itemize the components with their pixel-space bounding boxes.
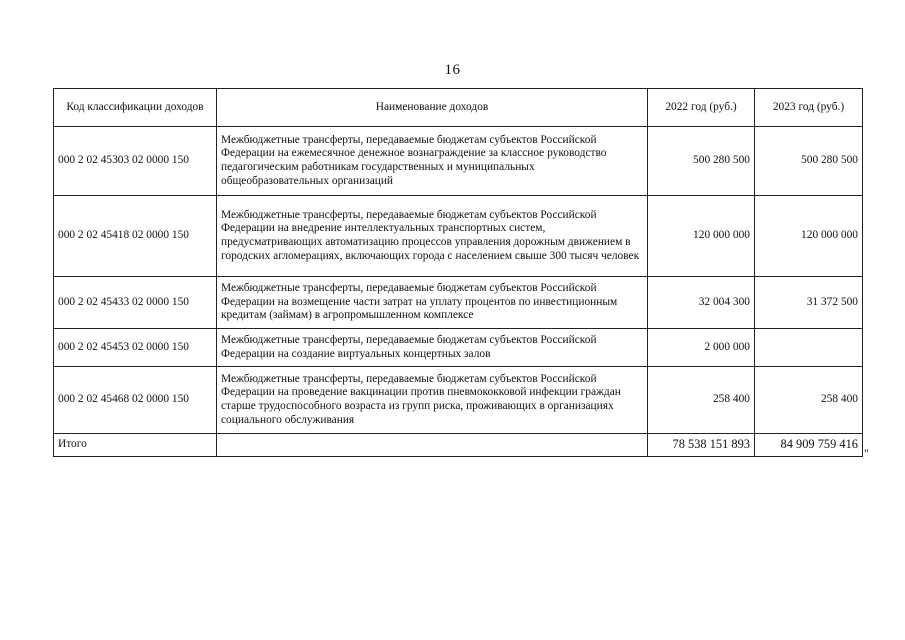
table-row — [54, 329, 863, 367]
row-code: 000 2 02 45468 02 0000 150 — [54, 367, 217, 434]
table-row — [54, 127, 863, 196]
row-code: 000 2 02 45418 02 0000 150 — [54, 196, 217, 277]
row-amount-2022: 2 000 000 — [648, 329, 755, 367]
page-number: 16 — [444, 62, 461, 78]
row-code: 000 2 02 45453 02 0000 150 — [54, 329, 217, 367]
row-amount-2023: 500 280 500 — [755, 127, 863, 196]
table-row — [54, 277, 863, 329]
row-amount-2023: 31 372 500 — [755, 277, 863, 329]
total-label: Итого — [54, 434, 217, 457]
income-table — [53, 88, 863, 457]
row-amount-2022: 500 280 500 — [648, 127, 755, 196]
row-name: Межбюджетные трансферты, передаваемые бюджетам субъектов Российской Федерации на возмещение части затрат на уплату процентов по инвестиционным кредитам (займам) в агропромышленном комплексе — [217, 277, 648, 329]
header-name: Наименование доходов — [217, 89, 648, 127]
row-amount-2022: 120 000 000 — [648, 196, 755, 277]
row-name: Межбюджетные трансферты, передаваемые бюджетам субъектов Российской Федерации на проведение вакцинации против пневмококковой инфекции граждан старше трудоспособного возраста из групп риска, проживающих в организациях социального обслуживания — [217, 367, 648, 434]
row-name: Межбюджетные трансферты, передаваемые бюджетам субъектов Российской Федерации на внедрение интеллектуальных транспортных систем, предусматривающих автоматизацию процессов управления дорожным движением в городских агломерациях, включающих города с населением свыше 300 тысяч человек — [217, 196, 648, 277]
total-amount-2022: 78 538 151 893 — [648, 434, 755, 457]
total-name-empty — [217, 434, 648, 457]
header-year-2022: 2022 год (руб.) — [648, 89, 755, 127]
row-code: 000 2 02 45433 02 0000 150 — [54, 277, 217, 329]
row-amount-2023 — [755, 329, 863, 367]
row-code: 000 2 02 45303 02 0000 150 — [54, 127, 217, 196]
table-row — [54, 196, 863, 277]
row-amount-2022: 32 004 300 — [648, 277, 755, 329]
header-code: Код классификации доходов — [54, 89, 217, 127]
header-year-2023: 2023 год (руб.) — [755, 89, 863, 127]
closing-quote-mark: " — [864, 446, 869, 460]
total-row — [54, 434, 863, 457]
table-header-row — [54, 89, 863, 127]
row-name: Межбюджетные трансферты, передаваемые бюджетам субъектов Российской Федерации на создание виртуальных концертных залов — [217, 329, 648, 367]
row-amount-2023: 258 400 — [755, 367, 863, 434]
row-amount-2023: 120 000 000 — [755, 196, 863, 277]
row-name: Межбюджетные трансферты, передаваемые бюджетам субъектов Российской Федерации на ежемесячное денежное вознаграждение за классное руководство педагогическим работникам государственных и муниципальных общеобразовательных организаций — [217, 127, 648, 196]
total-amount-2023: 84 909 759 416 — [755, 434, 863, 457]
row-amount-2022: 258 400 — [648, 367, 755, 434]
table-row — [54, 367, 863, 434]
